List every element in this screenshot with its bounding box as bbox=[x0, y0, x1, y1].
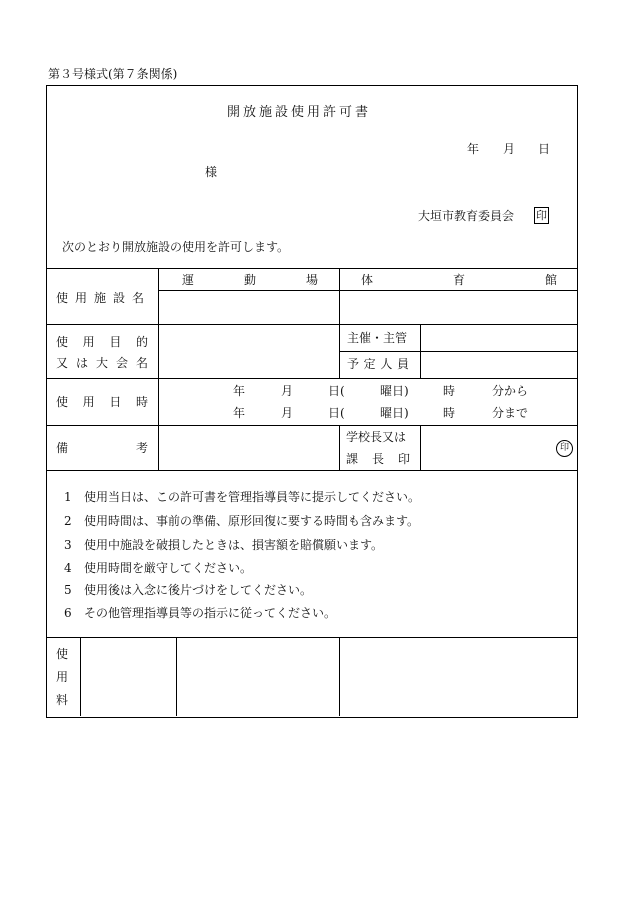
note-number: 4 bbox=[64, 561, 72, 575]
rule bbox=[339, 268, 340, 324]
note-item bbox=[64, 562, 252, 574]
rule bbox=[158, 268, 159, 470]
note-text: その他管理指導員等の指示に従ってください。 bbox=[84, 606, 337, 620]
purpose-label-line2-text: 又は大会名 bbox=[56, 356, 148, 370]
start-weekday: 曜日) bbox=[380, 384, 409, 398]
start-hour: 時 bbox=[443, 384, 456, 398]
fee-entry-1[interactable] bbox=[82, 639, 175, 715]
note-number: 5 bbox=[64, 583, 72, 597]
end-year: 年 bbox=[233, 406, 246, 420]
rule bbox=[46, 268, 577, 269]
note-number: 6 bbox=[64, 606, 72, 620]
fee-entry-3[interactable] bbox=[341, 639, 576, 715]
principal-label-line2-text: 課長印 bbox=[346, 452, 410, 466]
fee-label-char-2: 用 bbox=[56, 670, 69, 684]
note-number: 2 bbox=[64, 514, 72, 528]
end-hour: 時 bbox=[443, 406, 456, 420]
form-number: 第３号様式(第７条関係) bbox=[48, 67, 178, 81]
rule bbox=[158, 290, 577, 291]
organizer-label: 主催・主管 bbox=[347, 331, 408, 345]
rule bbox=[80, 637, 81, 716]
principal-label-line2 bbox=[346, 453, 410, 465]
note-item bbox=[64, 539, 383, 551]
principal-seal-icon: 印 bbox=[556, 440, 573, 457]
principal-label-line1: 学校長又は bbox=[346, 430, 407, 444]
end-minute: 分まで bbox=[492, 406, 529, 420]
remarks-entry[interactable] bbox=[160, 427, 338, 469]
note-text: 使用中施設を破損したときは、損害額を賠償願います。 bbox=[84, 538, 384, 552]
note-item bbox=[64, 607, 336, 619]
organizer-entry[interactable] bbox=[422, 326, 576, 350]
end-month: 月 bbox=[281, 406, 294, 420]
rule bbox=[339, 324, 340, 378]
facility-gym-entry[interactable] bbox=[341, 292, 576, 323]
datetime-label-text: 使用日時 bbox=[56, 395, 148, 409]
start-minute: 分から bbox=[492, 384, 529, 398]
rule bbox=[339, 637, 340, 716]
end-weekday: 曜日) bbox=[380, 406, 409, 420]
datetime-label bbox=[56, 396, 148, 408]
note-text: 使用時間を厳守してください。 bbox=[84, 561, 253, 575]
note-number: 3 bbox=[64, 538, 72, 552]
start-year: 年 bbox=[233, 384, 246, 398]
date-day-label: 日 bbox=[538, 142, 551, 156]
rule bbox=[46, 324, 577, 325]
attendees-label-text: 予定人員 bbox=[347, 357, 409, 371]
rule bbox=[46, 637, 577, 638]
note-text: 使用後は入念に後片づけをしてください。 bbox=[84, 583, 313, 597]
fee-entry-2[interactable] bbox=[178, 639, 338, 715]
issuer-name: 大垣市教育委員会 bbox=[418, 209, 515, 223]
note-item bbox=[64, 515, 419, 527]
rule bbox=[420, 324, 421, 378]
remarks-label-text: 備考 bbox=[56, 441, 148, 455]
purpose-entry[interactable] bbox=[160, 326, 338, 377]
end-day: 日( bbox=[328, 406, 345, 420]
start-month: 月 bbox=[281, 384, 294, 398]
rule bbox=[339, 351, 577, 352]
rule bbox=[176, 637, 177, 716]
rule bbox=[46, 470, 577, 471]
facility-option-ground-text: 運動場 bbox=[182, 273, 318, 287]
purpose-label-line2 bbox=[56, 357, 148, 369]
purpose-label-line1 bbox=[56, 336, 148, 348]
facility-ground-entry[interactable] bbox=[160, 292, 338, 323]
rule bbox=[46, 378, 577, 379]
form-title: 開放施設使用許可書 bbox=[227, 105, 372, 120]
rule bbox=[46, 425, 577, 426]
start-day: 日( bbox=[328, 384, 345, 398]
date-year-label: 年 bbox=[467, 142, 480, 156]
issuer-seal: 印 bbox=[536, 209, 547, 222]
intro-text: 次のとおり開放施設の使用を許可します。 bbox=[62, 240, 290, 254]
attendees-label bbox=[347, 358, 409, 370]
facility-option-gym[interactable] bbox=[361, 274, 557, 286]
note-item bbox=[64, 491, 420, 503]
purpose-label-line1-text: 使用目的 bbox=[56, 335, 148, 349]
attendees-entry[interactable] bbox=[422, 353, 576, 377]
note-item bbox=[64, 584, 312, 596]
rule bbox=[339, 425, 340, 470]
rule bbox=[420, 425, 421, 470]
addressee-honorific: 様 bbox=[205, 165, 218, 179]
note-number: 1 bbox=[64, 490, 72, 504]
note-text: 使用当日は、この許可書を管理指導員等に提示してください。 bbox=[84, 490, 421, 504]
facility-label: 使用施設名 bbox=[56, 291, 152, 305]
facility-option-ground[interactable] bbox=[182, 274, 318, 286]
remarks-label bbox=[56, 442, 148, 454]
facility-option-gym-text: 体育館 bbox=[361, 273, 557, 287]
fee-label-char-3: 料 bbox=[56, 693, 69, 707]
fee-label-char-1: 使 bbox=[56, 647, 69, 661]
date-month-label: 月 bbox=[503, 142, 516, 156]
note-text: 使用時間は、事前の準備、原形回復に要する時間も含みます。 bbox=[84, 514, 420, 528]
